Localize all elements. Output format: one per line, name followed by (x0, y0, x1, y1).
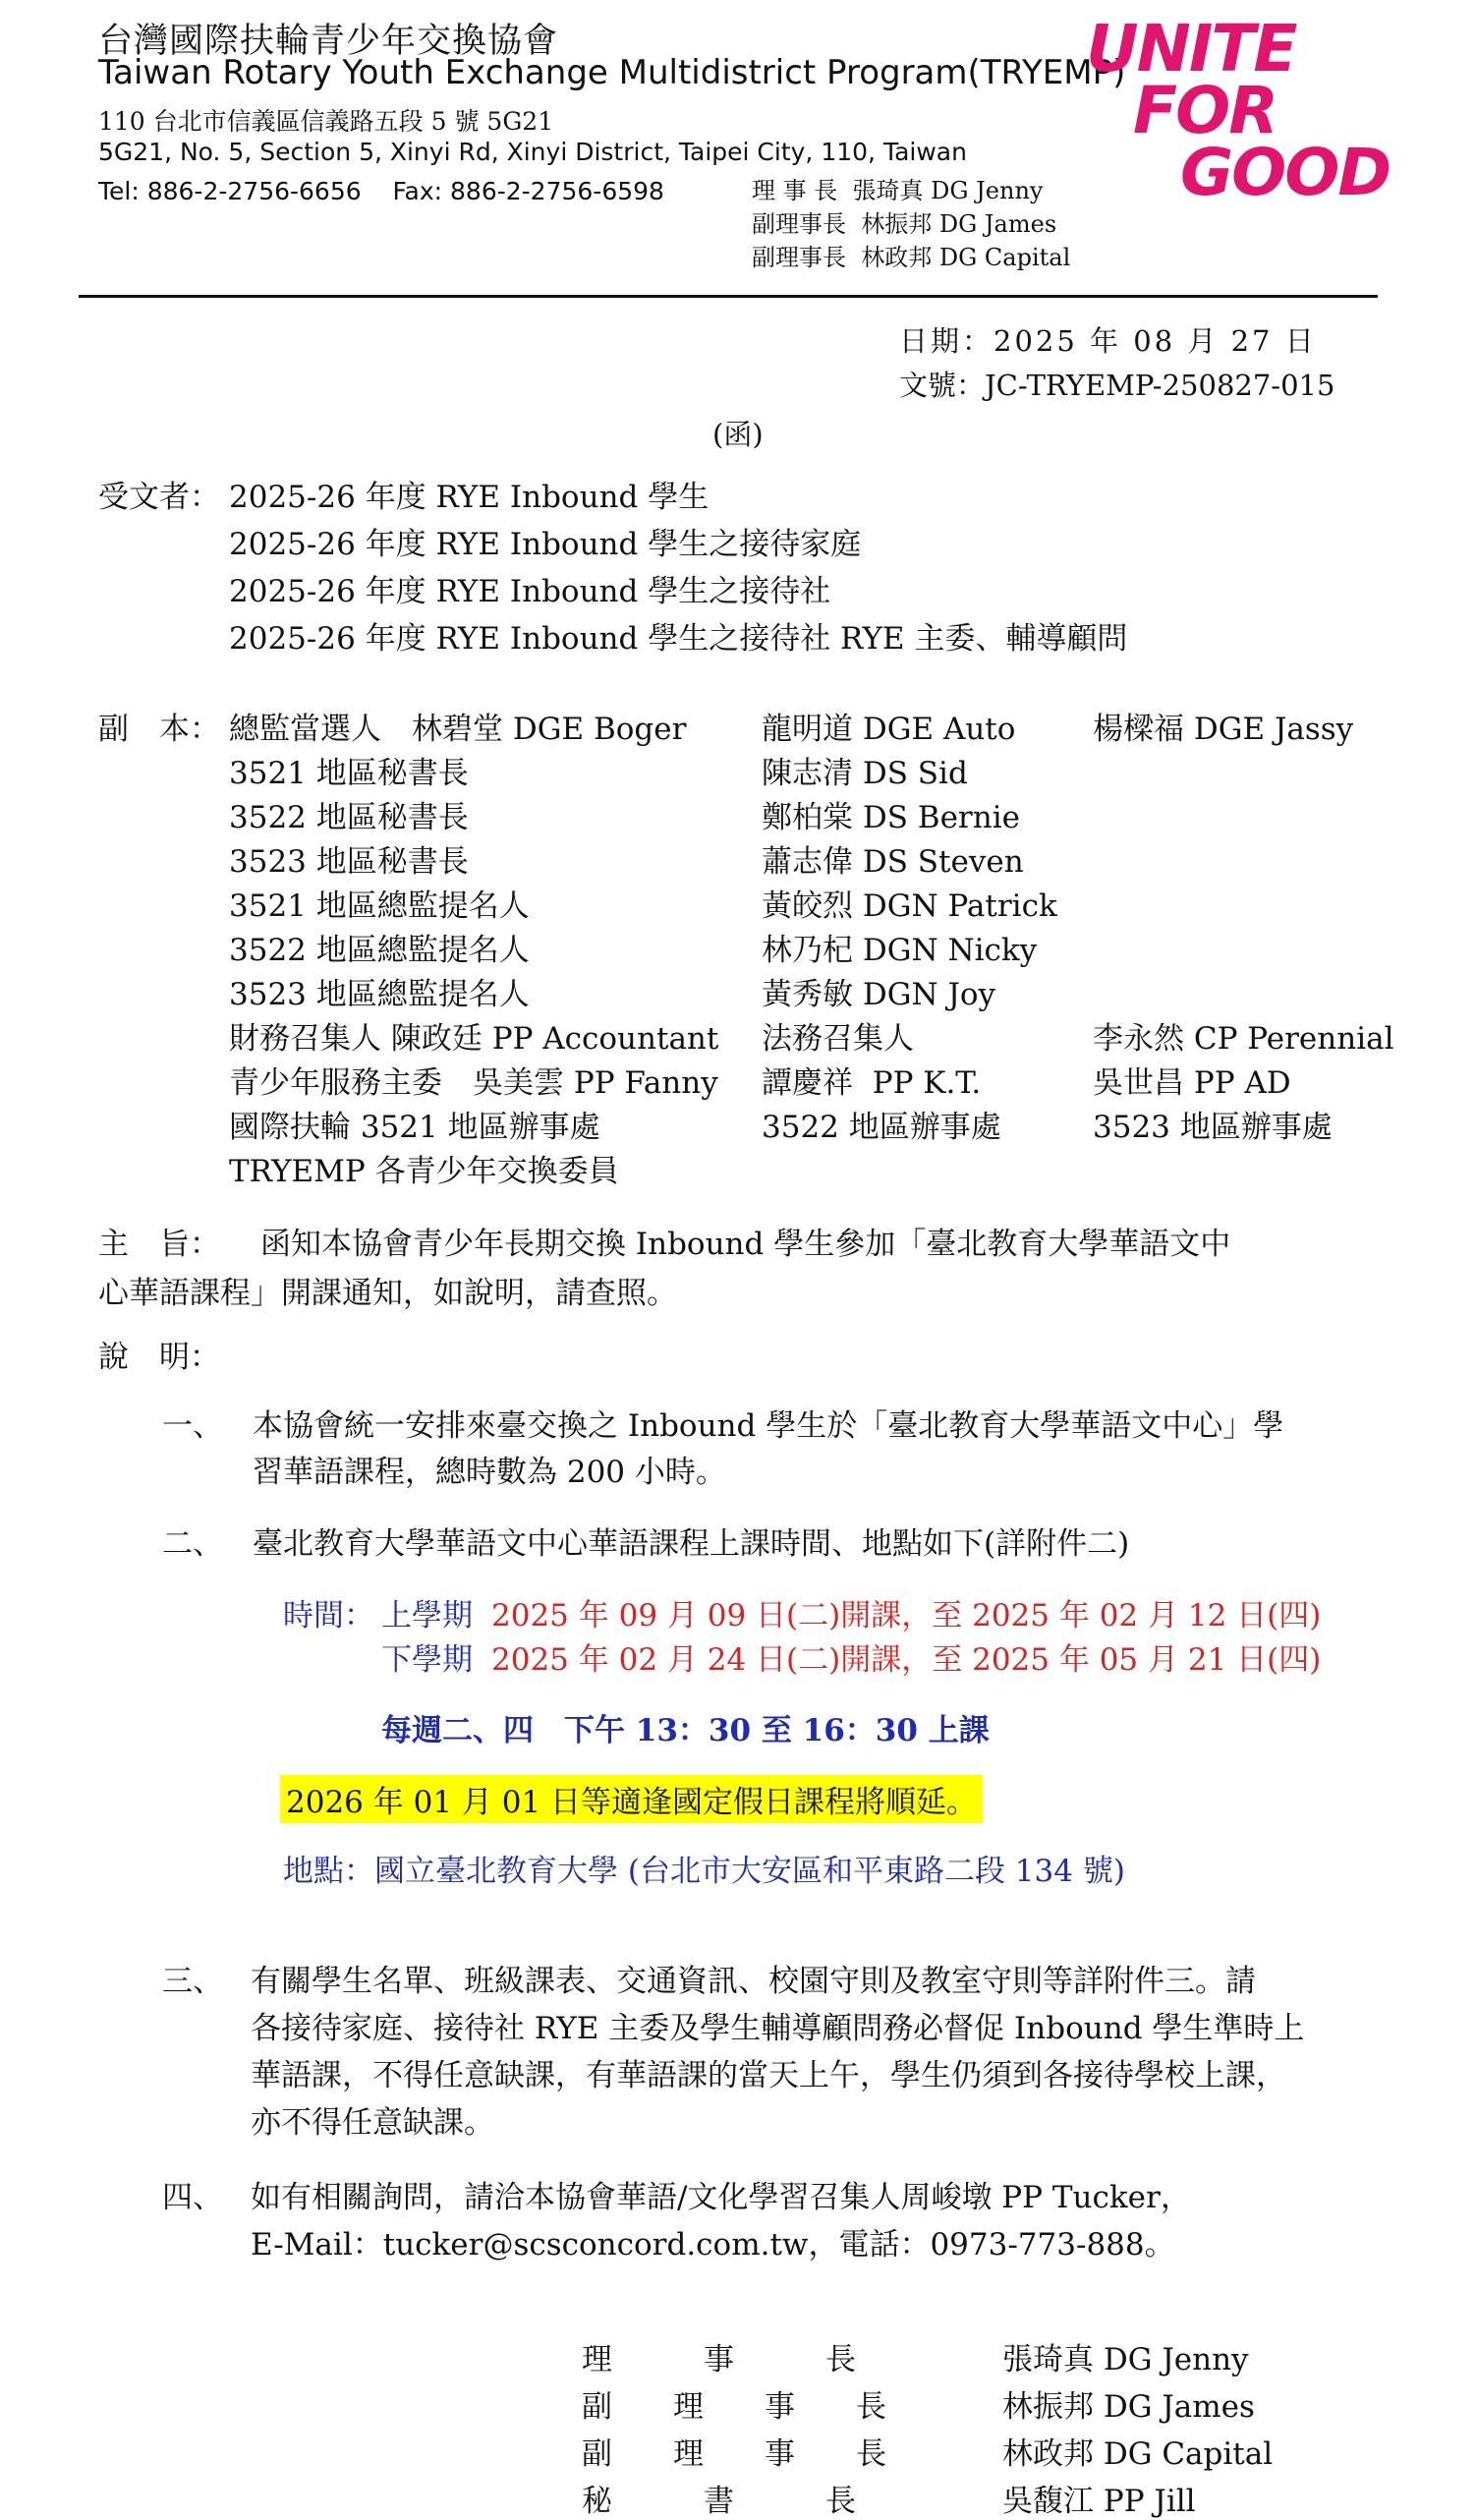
logo-line-good: GOOD (1180, 135, 1391, 210)
officer-president: 理 事 長 張琦真 DG Jenny (752, 177, 1044, 204)
weekly-schedule: 每週二、四 下午 13：30 至 16：30 上課 (381, 1713, 990, 1748)
copy-recipient: 3522 地區秘書長 (229, 800, 469, 835)
term1-dates: 2025 年 09 月 09 日(二)開課，至 2025 年 02 月 12 日(四) (491, 1598, 1322, 1633)
item-text: 本協會統一安排來臺交換之 Inbound 學生於「臺北教育大學華語文中心」學 (253, 1408, 1284, 1444)
copy-recipient: 3523 地區辦事處 (1093, 1110, 1333, 1145)
copy-recipient: 3523 地區秘書長 (229, 844, 469, 880)
copy-recipient: 譚慶祥 PP K.T. (762, 1065, 982, 1101)
logo-line-unite: UNITE (1086, 11, 1296, 86)
copy-recipient: 法務召集人 (762, 1021, 914, 1057)
document-number: 文號：JC-TRYEMP-250827-015 (899, 369, 1335, 402)
unite-for-good-logo (1086, 11, 1391, 210)
explanation-label: 說 明： (98, 1340, 220, 1375)
contact-phone-fax: Tel: 886-2-2756-6656 Fax: 886-2-2756-6598 (98, 177, 664, 205)
signature-name: 張琦真 DG Jenny (1002, 2342, 1249, 2377)
copy-recipient: 楊樑福 DGE Jassy (1093, 712, 1354, 747)
copy-recipient: 3521 地區總監提名人 (229, 888, 530, 924)
item-text: 習華語課程，總時數為 200 小時。 (253, 1455, 726, 1490)
contact-email-phone: E-Mail：tucker@scsconcord.com.tw，電話：0973-773-888。 (251, 2227, 1175, 2262)
item-text: 亦不得任意缺課。 (251, 2105, 494, 2141)
document-date: 日期：2025 年 08 月 27 日 (899, 324, 1317, 358)
signature-title: 理 事 長 (582, 2342, 856, 2377)
subject-label: 主 旨： (98, 1227, 220, 1262)
signature-title: 副 理 事 長 (582, 2389, 886, 2425)
item-number: 三、 (162, 1964, 223, 1999)
recipient-item: 2025-26 年度 RYE Inbound 學生之接待社 RYE 主委、輔導顧問 (229, 621, 1128, 657)
signature-title: 秘 書 長 (582, 2484, 856, 2519)
copy-recipient: 陳志清 DS Sid (762, 756, 968, 791)
copy-recipient: 3522 地區總監提名人 (229, 933, 530, 968)
item-number: 二、 (162, 1526, 223, 1562)
recipients-label: 受文者： (98, 480, 220, 515)
copy-recipient: 青少年服務主委 吳美雲 PP Fanny (229, 1065, 718, 1101)
copy-recipient: 林乃杞 DGN Nicky (762, 933, 1038, 968)
copy-recipient: TRYEMP 各青少年交換委員 (229, 1154, 619, 1189)
recipient-item: 2025-26 年度 RYE Inbound 學生之接待社 (229, 574, 831, 609)
copy-recipient: 龍明道 DGE Auto (762, 712, 1016, 747)
signature-name: 林振邦 DG James (1002, 2389, 1255, 2425)
address-zh: 110 台北市信義區信義路五段 5 號 5G21 (98, 107, 554, 136)
org-name-zh: 台灣國際扶輪青少年交換協會 (98, 22, 559, 61)
address-en: 5G21, No. 5, Section 5, Xinyi Rd, Xinyi District, Taipei City, 110, Taiwan (98, 138, 967, 166)
copy-recipient: 蕭志偉 DS Steven (762, 844, 1024, 880)
org-name-en: Taiwan Rotary Youth Exchange Multidistrict Program(TRYEMP) (98, 53, 1126, 92)
time-label: 時間： (283, 1598, 374, 1633)
copy-recipient: 國際扶輪 3521 地區辦事處 (229, 1110, 600, 1145)
class-location: 地點：國立臺北教育大學 (台北市大安區和平東路二段 134 號) (283, 1854, 1125, 1889)
copy-recipient: 財務召集人 陳政廷 PP Accountant (229, 1021, 719, 1057)
holiday-notice: 2026 年 01 月 01 日等適逢國定假日課程將順延。 (280, 1775, 983, 1823)
copy-recipient: 總監當選人 林碧堂 DGE Boger (229, 712, 687, 747)
item-text: 如有相關詢問，請洽本協會華語/文化學習召集人周峻墩 PP Tucker， (251, 2180, 1191, 2215)
officer-vice-president-2: 副理事長 林政邦 DG Capital (752, 244, 1071, 271)
recipient-item: 2025-26 年度 RYE Inbound 學生 (229, 480, 710, 515)
copy-recipient: 李永然 CP Perennial (1093, 1021, 1394, 1057)
signature-title: 副 理 事 長 (582, 2436, 886, 2472)
term1-label: 上學期 (381, 1598, 473, 1633)
recipient-item: 2025-26 年度 RYE Inbound 學生之接待家庭 (229, 527, 862, 562)
copy-recipient: 吳世昌 PP AD (1093, 1065, 1291, 1101)
copy-recipient: 3521 地區秘書長 (229, 756, 469, 791)
copy-recipient: 3522 地區辦事處 (762, 1110, 1001, 1145)
item-text: 臺北教育大學華語文中心華語課程上課時間、地點如下(詳附件二) (253, 1526, 1130, 1562)
document-type: (函) (712, 418, 764, 451)
copy-recipient: 黃秀敏 DGN Joy (762, 977, 996, 1012)
officer-vice-president-1: 副理事長 林振邦 DG James (752, 210, 1057, 238)
item-text: 有關學生名單、班級課表、交通資訊、校園守則及教室守則等詳附件三。請 (251, 1964, 1256, 1999)
copies-label: 副 本： (98, 712, 220, 747)
header-divider (79, 295, 1378, 298)
signature-name: 吳馥江 PP Jill (1002, 2484, 1196, 2519)
item-number: 四、 (162, 2180, 223, 2215)
copy-recipient: 黃皎烈 DGN Patrick (762, 888, 1057, 924)
item-text: 華語課，不得任意缺課，有華語課的當天上午，學生仍須到各接待學校上課， (251, 2058, 1286, 2093)
term2-label: 下學期 (381, 1642, 473, 1678)
subject-line: 函知本協會青少年長期交換 Inbound 學生參加「臺北教育大學華語文中 (260, 1227, 1231, 1262)
signature-name: 林政邦 DG Capital (1002, 2436, 1274, 2472)
item-number: 一、 (162, 1408, 223, 1444)
term2-dates: 2025 年 02 月 24 日(二)開課，至 2025 年 05 月 21 日(四) (491, 1642, 1322, 1678)
copy-recipient: 鄭柏棠 DS Bernie (762, 800, 1020, 835)
copy-recipient: 3523 地區總監提名人 (229, 977, 530, 1012)
subject-line: 心華語課程」開課通知，如說明，請查照。 (98, 1276, 677, 1311)
logo-line-for: FOR (1133, 73, 1277, 148)
item-text: 各接待家庭、接待社 RYE 主委及學生輔導顧問務必督促 Inbound 學生準時上 (251, 2011, 1305, 2046)
